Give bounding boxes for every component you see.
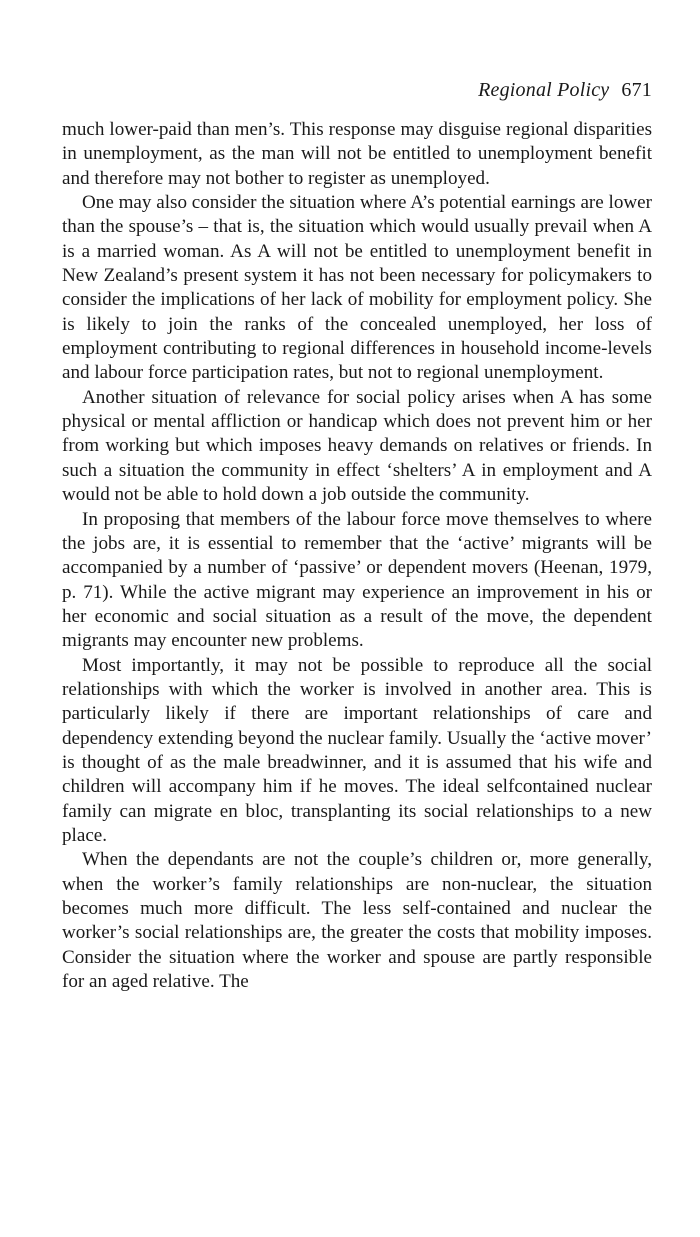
page-number: 671: [621, 79, 652, 101]
running-head: [478, 78, 652, 102]
running-head-title: Regional Policy: [478, 79, 610, 101]
paragraph: When the dependants are not the couple’s children or, more generally, when the worker’s family relationships are non-nuclear, the situation becomes much more difficult. The less self-contained and nuclear the worker’s social relationships are, the greater the costs that mobility imposes. Consider the situation where the worker and spouse are partly responsible for an aged relative. The: [62, 849, 652, 993]
body-text: [62, 118, 652, 994]
paragraph: In proposing that members of the labour force move themselves to where the jobs are, it is essential to remember that the ‘active’ migrants will be accompanied by a number of ‘passive’ or dependent movers (Heenan, 1979, p. 71). While the active migrant may experience an improvement in his or her economic and social situation as a result of the move, the dependent migrants may encounter new problems.: [62, 508, 652, 652]
paragraph: One may also consider the situation where A’s potential earnings are lower than the spouse’s – that is, the situation which would usually prevail when A is a married woman. As A will not be entitled to unemployment benefit in New Zealand’s present system it has not been necessary for policymakers to consider the implications of her lack of mobility for employment policy. She is likely to join the ranks of the concealed unemployed, her loss of employment contributing to regional differences in household income-levels and labour force participation rates, but not to regional unemployment.: [62, 192, 652, 384]
paragraph: Most importantly, it may not be possible to reproduce all the social relationships with which the worker is involved in another area. This is particularly likely if there are important relationships of care and dependency extending beyond the nuclear family. Usually the ‘active mover’ is thought of as the male breadwinner, and it is assumed that his wife and children will accompany him if he moves. The ideal selfcontained nuclear family can migrate en bloc, transplanting its social relationships to a new place.: [62, 654, 652, 846]
paragraph-continued: much lower-paid than men’s. This response may disguise regional disparities in unemployment, as the man will not be entitled to unemployment benefit and therefore may not bother to register as unemployed.: [62, 119, 652, 189]
paragraph: Another situation of relevance for social policy arises when A has some physical or mental affliction or handicap which does not prevent him or her from working but which imposes heavy demands on relatives or friends. In such a situation the community in effect ‘shelters’ A in employment and A would not be able to hold down a job outside the community.: [62, 386, 652, 506]
